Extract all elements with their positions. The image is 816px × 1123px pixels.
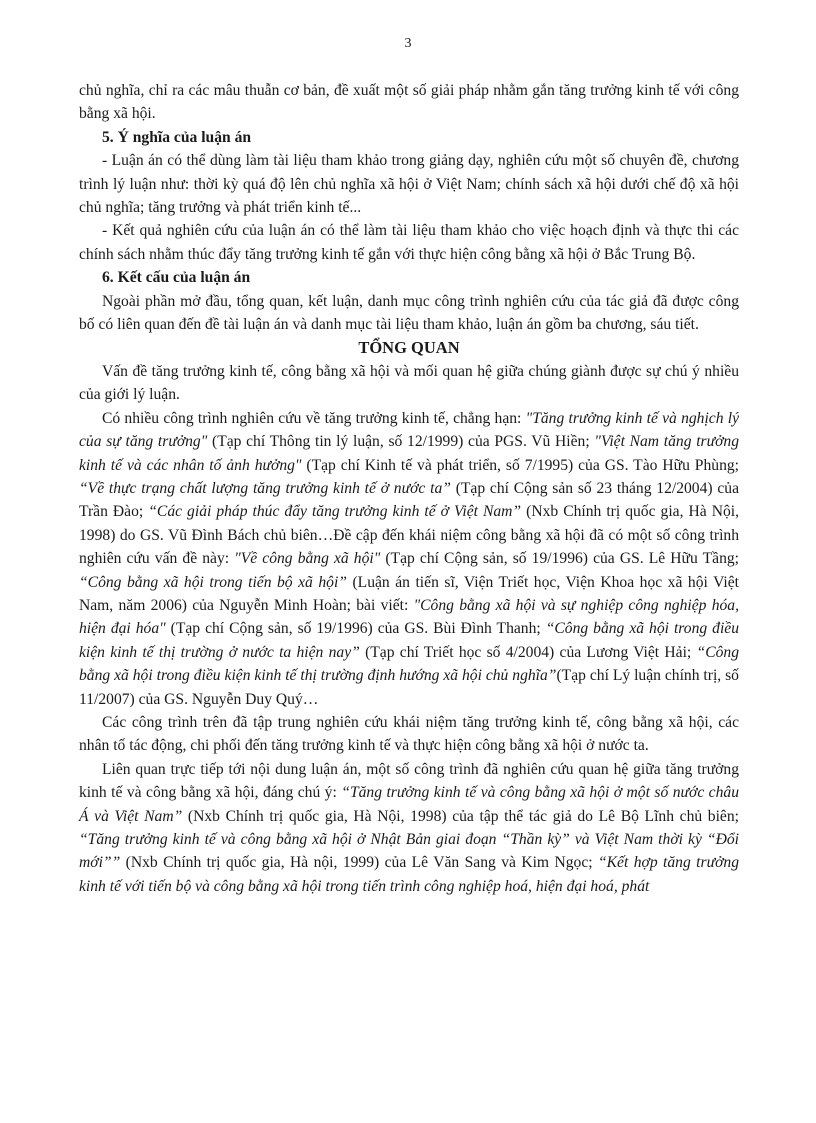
paragraph-5b: - Kết quả nghiên cứu của luận án có thể làm tài liệu tham khảo cho việc hoạch định và thực thi các chính sách nhằm thúc đẩy tăng trưởng kinh tế gắn với thực hiện công bằng xã hội ở Bắc Trung Bộ.	[79, 222, 739, 263]
text-run: (Tạp chí Lý luận chính trị, số 11/2007) của GS. Nguyễn Duy Quý…	[79, 667, 739, 708]
citation-title: “Công bằng xã hội trong điều kiện kinh tế thị trường định hướng xã hội chủ nghĩa”	[79, 643, 739, 685]
text-run: (Tạp chí Triết học số 4/2004) của Lương Việt Hải;	[359, 643, 697, 661]
citation-title: "Việt Nam tăng trưởng kinh tế và các nhân tố ảnh hưởng"	[79, 433, 740, 474]
paragraph-intro: chủ nghĩa, chỉ ra các mâu thuẫn cơ bản, đề xuất một số giải pháp nhằm gắn tăng trưởng kinh tế với công bằng xã hội.	[79, 82, 739, 123]
text-run: (Tạp chí Cộng sản, số 19/1996) của GS. Lê Hữu Tầng;	[380, 550, 739, 568]
text-run: Liên quan trực tiếp tới nội dung luận án, một số công trình đã nghiên cứu quan hệ giữa tăng trưởng kinh tế và công bằng xã hội, đáng chú ý:	[79, 760, 739, 802]
text-run: (Tạp chí Cộng sản số 23 tháng 12/2004) của Trần Đào;	[79, 479, 740, 521]
heading-section-5: 5. Ý nghĩa của luận án	[102, 128, 252, 146]
text-run: (Tạp chí Cộng sản, số 19/1996) của GS. Bùi Đình Thanh;	[165, 620, 546, 638]
page-number: 3	[404, 36, 412, 51]
text-run: Có nhiều công trình nghiên cứu về tăng trưởng kinh tế, chẳng hạn:	[102, 409, 526, 427]
paragraph-tq2	[79, 407, 739, 711]
text-run: (Nxb Chính trị quốc gia, Hà Nội, 1998) của tập thể tác giả do Lê Bộ Lĩnh chủ biên;	[182, 807, 739, 825]
text-run: (Tạp chí Kinh tế và phát triển, số 7/1995) của GS. Tào Hữu Phùng;	[301, 456, 739, 474]
paragraph-6: Ngoài phần mở đầu, tổng quan, kết luận, danh mục công trình nghiên cứu của tác giả đã được công bố có liên quan đến đề tài luận án và danh mục tài liệu tham khảo, luận án gồm ba chương, sáu tiết.	[79, 292, 739, 334]
heading-section-6: 6. Kết cấu của luận án	[102, 269, 251, 287]
citation-title: “Về thực trạng chất lượng tăng trưởng kinh tế ở nước ta”	[79, 479, 451, 497]
citation-title: “Công bằng xã hội trong tiến bộ xã hội”	[79, 573, 347, 591]
citation-title: "Về công bằng xã hội"	[234, 550, 381, 568]
page-body	[79, 79, 739, 898]
text-run: (Nxb Chính trị quốc gia, Hà Nội, 1998) do GS. Vũ Đình Bách chủ biên…Đề cập đến khái niệm công bằng xã hội đã có một số công trình nghiên cứu vấn đề này:	[79, 503, 739, 568]
citation-title: “Tăng trưởng kinh tế và công bằng xã hội ở Nhật Bản giai đoạn “Thần kỳ” và Việt Nam thời kỳ “Đổi mới””	[79, 831, 739, 872]
paragraph-tq4	[79, 758, 739, 898]
citation-title: “Tăng trưởng kinh tế và công bằng xã hội ở một số nước châu Á và Việt Nam”	[79, 784, 739, 825]
text-run: (Tạp chí Thông tin lý luận, số 12/1999) của PGS. Vũ Hiền;	[207, 433, 595, 451]
text-run: (Nxb Chính trị quốc gia, Hà nội, 1999) của Lê Văn Sang và Kim Ngọc;	[120, 854, 598, 872]
citation-title: "Công bằng xã hội và sự nghiệp công nghiệp hóa, hiện đại hóa"	[79, 596, 739, 638]
section-title-tong-quan: TỔNG QUAN	[358, 338, 460, 358]
citation-title: “Công bằng xã hội trong điều kiện kinh tế thị trường ở nước ta hiện nay”	[79, 620, 739, 661]
citation-title: "Tăng trưởng kinh tế và nghịch lý của sự tăng trưởng"	[79, 409, 740, 451]
text-run: (Luận án tiến sĩ, Viện Triết học, Viện Khoa học xã hội Việt Nam, năm 2006) của Nguyễn Minh Hoàn; bài viết:	[79, 573, 739, 614]
paragraph-tq1: Vấn đề tăng trưởng kinh tế, công bằng xã hội và mối quan hệ giữa chúng giành được sự chú ý nhiều của giới lý luận.	[79, 362, 739, 404]
paragraph-tq3: Các công trình trên đã tập trung nghiên cứu khái niệm tăng trưởng kinh tế, công bằng xã hội, các nhân tố tác động, chi phối đến tăng trưởng kinh tế và thực hiện công bằng xã hội ở nước ta.	[79, 713, 739, 755]
citation-title: “Các giải pháp thúc đẩy tăng trưởng kinh tế ở Việt Nam”	[148, 503, 522, 521]
citation-title: “Kết hợp tăng trưởng kinh tế với tiến bộ và công bằng xã hội trong tiến trình công nghiệp hoá, hiện đại hoá, phát	[79, 854, 739, 895]
paragraph-5a: - Luận án có thể dùng làm tài liệu tham khảo trong giảng dạy, nghiên cứu một số chuyên đề, chương trình lý luận như: thời kỳ quá độ lên chủ nghĩa xã hội ở Việt Nam; chính sách xã hội dưới chế độ xã hội chủ nghĩa; tăng trưởng và phát triển kinh tế...	[79, 152, 739, 217]
